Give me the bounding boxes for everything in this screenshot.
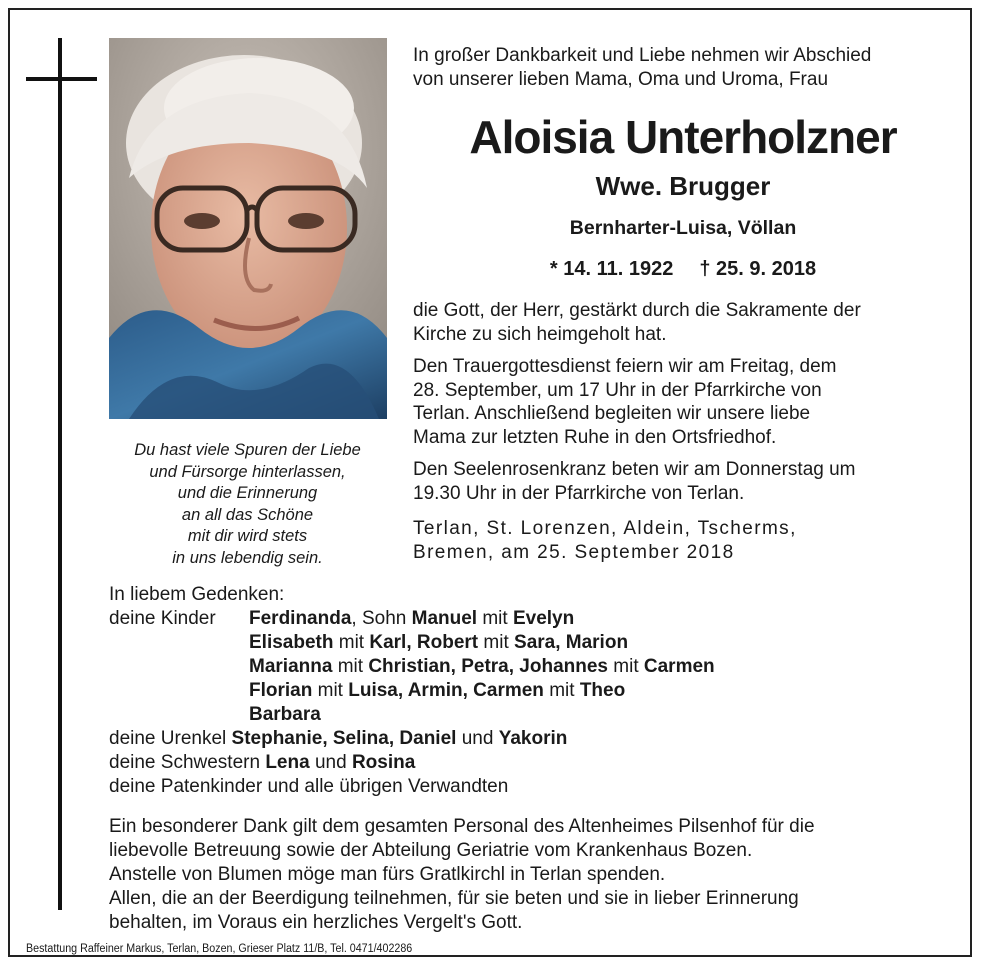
relative-name: Ferdinanda	[249, 608, 352, 629]
thanks-line: behalten, im Voraus ein herzliches Vergelt's Gott.	[109, 912, 523, 933]
children-line	[249, 631, 628, 655]
poem-line: in uns lebendig sein.	[172, 548, 323, 567]
relative-name: Stephanie, Selina, Daniel	[231, 728, 457, 749]
paragraph-line: 19.30 Uhr in der Pfarrkirche von Terlan.	[413, 482, 745, 504]
connector-text: mit	[332, 656, 369, 677]
thanks-line: liebevolle Betreuung sowie der Abteilung Geriatrie vom Krankenhaus Bozen.	[109, 840, 753, 861]
cross-bar	[26, 77, 97, 81]
relative-name: Marianna	[249, 656, 333, 677]
children-line	[249, 655, 715, 679]
poem-line: und Fürsorge hinterlassen,	[149, 462, 346, 481]
poem-line: und die Erinnerung	[177, 484, 318, 503]
relative-name: Sara, Marion	[514, 632, 629, 653]
poem-line: mit dir wird stets	[187, 527, 308, 546]
intro-text	[413, 44, 953, 92]
portrait-photo	[109, 38, 387, 419]
thanks-text	[109, 815, 951, 935]
relative-name: Luisa, Armin, Carmen	[348, 680, 544, 701]
connector-text: und	[309, 752, 352, 773]
birth-date: * 14. 11. 1922	[549, 258, 674, 280]
relative-name: Evelyn	[512, 608, 575, 629]
paragraph-line: 28. September, um 17 Uhr in der Pfarrkirche von	[413, 379, 822, 401]
connector-text: und	[456, 728, 499, 749]
funeral-paragraph	[413, 355, 950, 449]
death-date: † 25. 9. 2018	[699, 258, 817, 280]
sisters-label: deine Schwestern	[109, 752, 266, 773]
sacraments-paragraph	[413, 299, 950, 346]
relative-name: Yakorin	[498, 728, 568, 749]
family-list	[109, 583, 869, 799]
intro-line: In großer Dankbarkeit und Liebe nehmen wir Abschied	[413, 45, 872, 66]
children-line	[249, 679, 625, 703]
place-line: Bremen, am 25. September 2018	[413, 541, 735, 563]
children-line	[249, 607, 574, 631]
paragraph-line: Mama zur letzten Ruhe in den Ortsfriedhof.	[413, 426, 777, 448]
children-line	[249, 703, 321, 727]
cross-icon	[58, 38, 62, 910]
connector-text: mit	[608, 656, 644, 677]
intro-line: von unserer lieben Mama, Oma und Uroma, Frau	[413, 69, 829, 90]
deceased-name: Aloisia Unterholzner	[469, 111, 897, 163]
paragraph-line: Den Trauergottesdienst feiern wir am Freitag, dem	[413, 356, 837, 377]
connector-text: mit	[333, 632, 370, 653]
sisters-names	[265, 752, 415, 773]
relative-name: Carmen	[643, 656, 715, 677]
paragraph-line: Terlan. Anschließend begleiten wir unsere liebe	[413, 403, 811, 424]
paragraph-line: Kirche zu sich heimgeholt hat.	[413, 323, 667, 345]
portrait-image	[109, 38, 387, 419]
relative-name: Karl, Robert	[369, 632, 479, 653]
widow-name: Wwe. Brugger	[595, 171, 771, 201]
thanks-line: Ein besonderer Dank gilt dem gesamten Personal des Altenheimes Pilsenhof für die	[109, 816, 815, 837]
connector-text: , Sohn	[351, 608, 412, 629]
paragraph-line: die Gott, der Herr, gestärkt durch die Sakramente der	[413, 300, 861, 321]
other-relatives: deine Patenkinder und alle übrigen Verwandten	[109, 776, 509, 797]
rosary-paragraph	[413, 458, 950, 505]
thanks-line: Anstelle von Blumen möge man fürs Gratlkirchl in Terlan spenden.	[109, 864, 666, 885]
connector-text: mit	[477, 608, 513, 629]
relative-name: Florian	[249, 680, 313, 701]
relative-name: Barbara	[249, 704, 321, 725]
family-heading: In liebem Gedenken:	[109, 584, 285, 605]
great-grandchildren-names	[232, 728, 568, 749]
great-grandchildren-label: deine Urenkel	[109, 728, 232, 749]
relative-name: Christian, Petra, Johannes	[368, 656, 608, 677]
place-line: Terlan, St. Lorenzen, Aldein, Tscherms,	[413, 518, 797, 539]
poem-line: Du hast viele Spuren der Liebe	[134, 441, 361, 459]
connector-text: mit	[543, 680, 580, 701]
poem-line: an all das Schöne	[181, 505, 314, 524]
funeral-home-footer: Bestattung Raffeiner Markus, Terlan, Bozen, Grieser Platz 11/B, Tel. 0471/402286	[26, 943, 413, 955]
place-date	[413, 517, 953, 564]
paragraph-line: Den Seelenrosenkranz beten wir am Donnerstag um	[413, 459, 856, 480]
memorial-poem	[100, 440, 395, 570]
thanks-line: Allen, die an der Beerdigung teilnehmen, für sie beten und sie in lieber Erinnerung	[109, 888, 799, 909]
relative-name: Manuel	[411, 608, 478, 629]
life-dates	[413, 256, 953, 282]
relative-name: Rosina	[351, 752, 416, 773]
connector-text: mit	[312, 680, 349, 701]
relative-name: Theo	[579, 680, 626, 701]
connector-text: mit	[478, 632, 515, 653]
relative-name: Lena	[265, 752, 310, 773]
origin-place: Bernharter-Luisa, Völlan	[569, 217, 797, 239]
children-label: deine Kinder	[109, 608, 216, 629]
relative-name: Elisabeth	[249, 632, 334, 653]
